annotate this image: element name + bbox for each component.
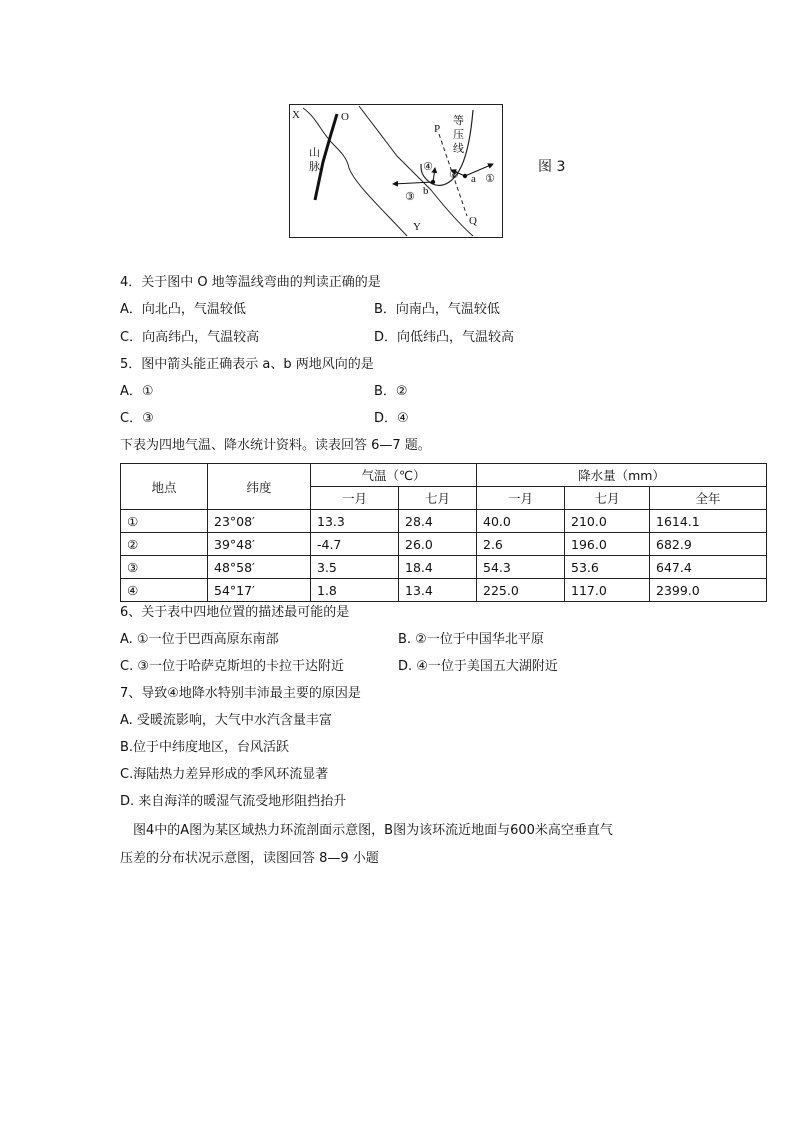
climate-table [120, 463, 767, 602]
cell-temp-jan: 3.5 [311, 556, 399, 579]
q7-option-d: D. 来自海洋的暖湿气流受地形阻挡抬升 [120, 794, 347, 809]
cell-precip-jul: 117.0 [565, 579, 650, 602]
q4-option-b: B．向南凸，气温较低 [374, 302, 500, 317]
cell-temp-jul: 26.0 [399, 533, 477, 556]
table-row [121, 533, 767, 556]
table-row [121, 579, 767, 602]
q4-option-c: C．向高纬凸，气温较高 [120, 330, 260, 345]
cell-temp-jul: 13.4 [399, 579, 477, 602]
cell-latitude: 48°58′ [208, 556, 311, 579]
cell-place: ② [121, 533, 208, 556]
table-row [121, 556, 767, 579]
q6-option-a: A. ①一位于巴西高原东南部 [120, 632, 279, 647]
header-precip-jul: 七月 [565, 487, 650, 510]
cell-temp-jul: 28.4 [399, 510, 477, 533]
figure-3-label: 图 3 [538, 159, 566, 175]
arrow-3 [393, 182, 433, 184]
label-y: Y [413, 221, 421, 233]
q5-stem: 5．图中箭头能正确表示 a、b 两地风向的是 [120, 357, 374, 372]
q6-option-d: D. ④一位于美国五大湖附近 [398, 659, 558, 674]
cell-place: ① [121, 510, 208, 533]
intro8-line2: 压差的分布状况示意图，读图回答 8—9 小题 [120, 851, 379, 866]
mountain-char-1: 山 [309, 146, 320, 159]
header-precip-year: 全年 [650, 487, 767, 510]
cell-precip-jan: 225.0 [477, 579, 565, 602]
cell-precip-jul: 53.6 [565, 556, 650, 579]
label-q: Q [469, 215, 477, 227]
q5-option-a: A．① [120, 384, 154, 399]
cell-precip-year: 1614.1 [650, 510, 767, 533]
q4-stem: 4．关于图中 O 地等温线弯曲的判读正确的是 [120, 275, 381, 290]
header-temp: 气温（℃） [311, 464, 477, 487]
cell-temp-jul: 18.4 [399, 556, 477, 579]
label-p: P [434, 123, 441, 135]
mountain-char-2: 脉 [309, 160, 320, 173]
arrow-4 [433, 168, 435, 182]
q7-option-a: A. 受暖流影响，大气中水汽含量丰富 [120, 713, 332, 728]
cell-latitude: 39°48′ [208, 533, 311, 556]
table-row [121, 510, 767, 533]
cell-latitude: 54°17′ [208, 579, 311, 602]
q5-option-b: B．② [374, 384, 408, 399]
q7-option-c: C.海陆热力差异形成的季风环流显著 [120, 767, 329, 782]
header-precip: 降水量（mm） [477, 464, 767, 487]
q5-option-d: D．④ [374, 411, 409, 426]
cell-place: ④ [121, 579, 208, 602]
header-latitude: 纬度 [208, 464, 311, 510]
arrow-label-2: ② [449, 168, 459, 181]
cell-precip-jul: 210.0 [565, 510, 650, 533]
header-place: 地点 [121, 464, 208, 510]
isobar-char-1: 等 [453, 114, 464, 127]
isobar-char-3: 线 [453, 142, 464, 155]
q6-option-b: B. ②一位于中国华北平原 [398, 632, 544, 647]
arrow-label-1: ① [485, 172, 495, 185]
intro8-line1: 图4中的A图为某区域热力环流剖面示意图，B图为该环流近地面与600米高空垂直气 [133, 823, 613, 838]
q6-option-c: C. ③一位于哈萨克斯坦的卡拉干达附近 [120, 659, 344, 674]
cell-precip-jan: 54.3 [477, 556, 565, 579]
arrow-label-4: ④ [423, 160, 433, 173]
cell-place: ③ [121, 556, 208, 579]
arrow-label-3: ③ [405, 190, 415, 203]
cell-precip-jul: 196.0 [565, 533, 650, 556]
cell-precip-year: 647.4 [650, 556, 767, 579]
q4-option-d: D．向低纬凸，气温较高 [374, 330, 515, 345]
label-o: O [341, 111, 349, 123]
q5-option-c: C．③ [120, 411, 154, 426]
isobar-char-2: 压 [453, 128, 464, 141]
figure-3-map [289, 104, 503, 238]
q4-option-a: A．向北凸，气温较低 [120, 302, 246, 317]
cell-temp-jan: 1.8 [311, 579, 399, 602]
header-precip-jan: 一月 [477, 487, 565, 510]
cell-latitude: 23°08′ [208, 510, 311, 533]
cell-precip-year: 2399.0 [650, 579, 767, 602]
cell-precip-jan: 40.0 [477, 510, 565, 533]
header-temp-jan: 一月 [311, 487, 399, 510]
table-intro: 下表为四地气温、降水统计资料。读表回答 6—7 题。 [120, 438, 431, 453]
cell-precip-jan: 2.6 [477, 533, 565, 556]
cell-temp-jan: -4.7 [311, 533, 399, 556]
q7-option-b: B.位于中纬度地区，台风活跃 [120, 740, 290, 755]
cell-precip-year: 682.9 [650, 533, 767, 556]
q7-stem: 7、导致④地降水特别丰沛最主要的原因是 [120, 686, 361, 701]
label-a: a [471, 173, 476, 185]
cell-temp-jan: 13.3 [311, 510, 399, 533]
label-x: X [292, 109, 300, 121]
q6-stem: 6、关于表中四地位置的描述最可能的是 [120, 605, 350, 620]
header-temp-jul: 七月 [399, 487, 477, 510]
label-b: b [423, 185, 429, 197]
